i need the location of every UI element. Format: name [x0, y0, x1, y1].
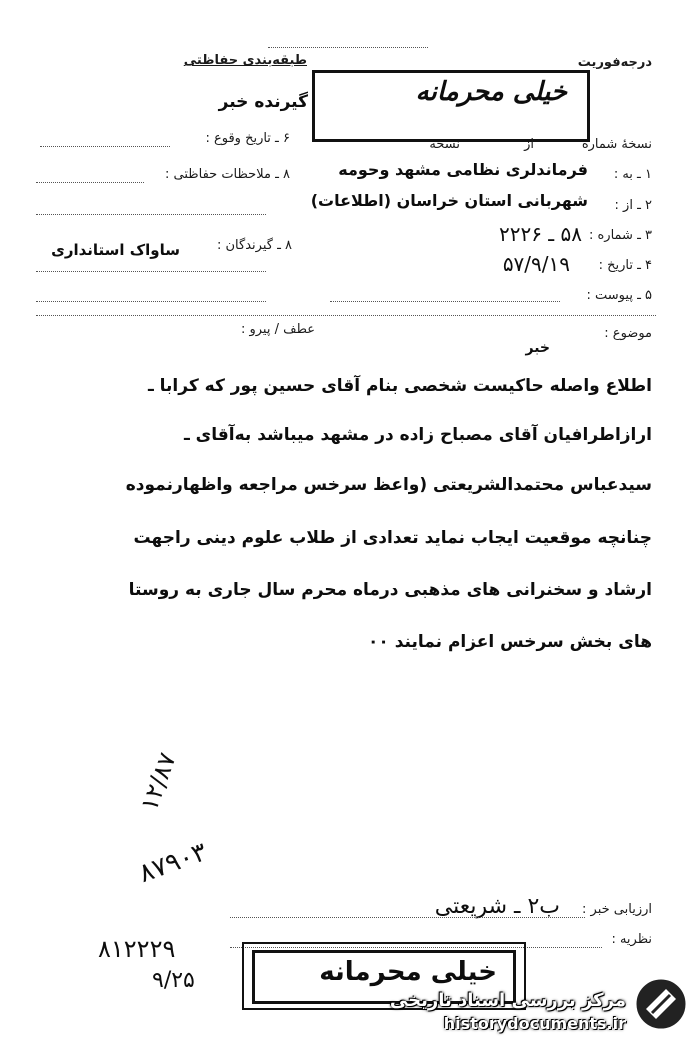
- field-from-label: ۲ ـ از :: [614, 198, 652, 213]
- body-line-1: اطلاع واصله حاکیست شخصی بنام آقای حسین پور که کرابا ـ: [147, 376, 652, 396]
- recipients-value[interactable]: ساواک استانداری: [51, 241, 180, 259]
- evaluation-label: ارزیابی خبر :: [582, 902, 652, 917]
- handwritten-number: ۸۱۲۲۲۹: [98, 935, 176, 963]
- urgency-label: درجه‌فوریت: [577, 55, 652, 70]
- margin-note: ۱۲/۸۷: [135, 748, 182, 815]
- opinion-label: نظریه :: [611, 932, 652, 947]
- field-attachment-label: ۵ ـ پیوست :: [586, 288, 652, 303]
- margin-note-2: ۸۷۹۰۳: [134, 836, 211, 890]
- field-number-value[interactable]: ۵۸ ـ ۲۲۲۶: [498, 222, 582, 246]
- watermark-logo-icon: [632, 975, 690, 1033]
- body-line-4: چنانچه موقعیت ایجاب نماید تعدادی از طلاب علوم دینی راجهت: [133, 528, 652, 548]
- field-number-label: ۳ ـ شماره :: [588, 228, 652, 243]
- evaluation-value[interactable]: ب۲ ـ شریعتی: [434, 894, 560, 919]
- occurrence-date-label: ۶ ـ تاریخ وقوع :: [205, 131, 290, 146]
- field-date-value[interactable]: ۵۷/۹/۱۹: [502, 252, 570, 276]
- subject-value[interactable]: خبر: [525, 340, 550, 356]
- field-to-value[interactable]: فرماندلری نظامی مشهد وحومه: [338, 160, 588, 179]
- stamp-top-text: خیلی محرمانه: [415, 77, 567, 107]
- stamp-header-sub: گیرنده خبر: [218, 92, 308, 112]
- body-line-6: های بخش سرخس اعزام نمایند ۰۰: [368, 632, 652, 652]
- protection-notes-label: ۸ ـ ملاحظات حفاظتی :: [165, 167, 290, 182]
- classification-stamp-top: [312, 70, 590, 142]
- field-from-value[interactable]: شهربانی استان خراسان (اطلاعات): [310, 191, 588, 210]
- copy-number-label: نسخهٔ شماره: [581, 137, 652, 152]
- copy-suffix: نسخه: [429, 137, 460, 152]
- watermark-text: مرکز بررسی اسناد تاریخی: [389, 990, 626, 1011]
- recipients-label: ۸ ـ گیرندگان :: [217, 238, 292, 253]
- classification-label: طبقه‌بندی حفاظتی: [183, 53, 307, 68]
- field-date-label: ۴ ـ تاریخ :: [598, 258, 652, 273]
- copy-of-label: از: [524, 137, 534, 152]
- field-to-label: ۱ ـ به :: [613, 167, 652, 182]
- reference-label: عطف / پیرو :: [240, 322, 315, 337]
- body-line-2: ارازاطرافیان آقای مصباح زاده در مشهد میباشد به‌آقای ـ: [183, 425, 652, 445]
- watermark-url[interactable]: historydocuments.ir: [443, 1014, 626, 1033]
- body-line-5: ارشاد و سخنرانی های مذهبی درماه محرم سال جاری به روستا: [128, 580, 652, 600]
- stamp-bottom-text: خیلی محرمانه: [319, 957, 497, 987]
- handwritten-date: ۹/۲۵: [152, 968, 195, 993]
- body-line-3: سیدعباس محتمدالشریعتی (واعظ سرخس مراجعه واظهارنموده: [125, 475, 652, 495]
- subject-label: موضوع :: [604, 326, 652, 341]
